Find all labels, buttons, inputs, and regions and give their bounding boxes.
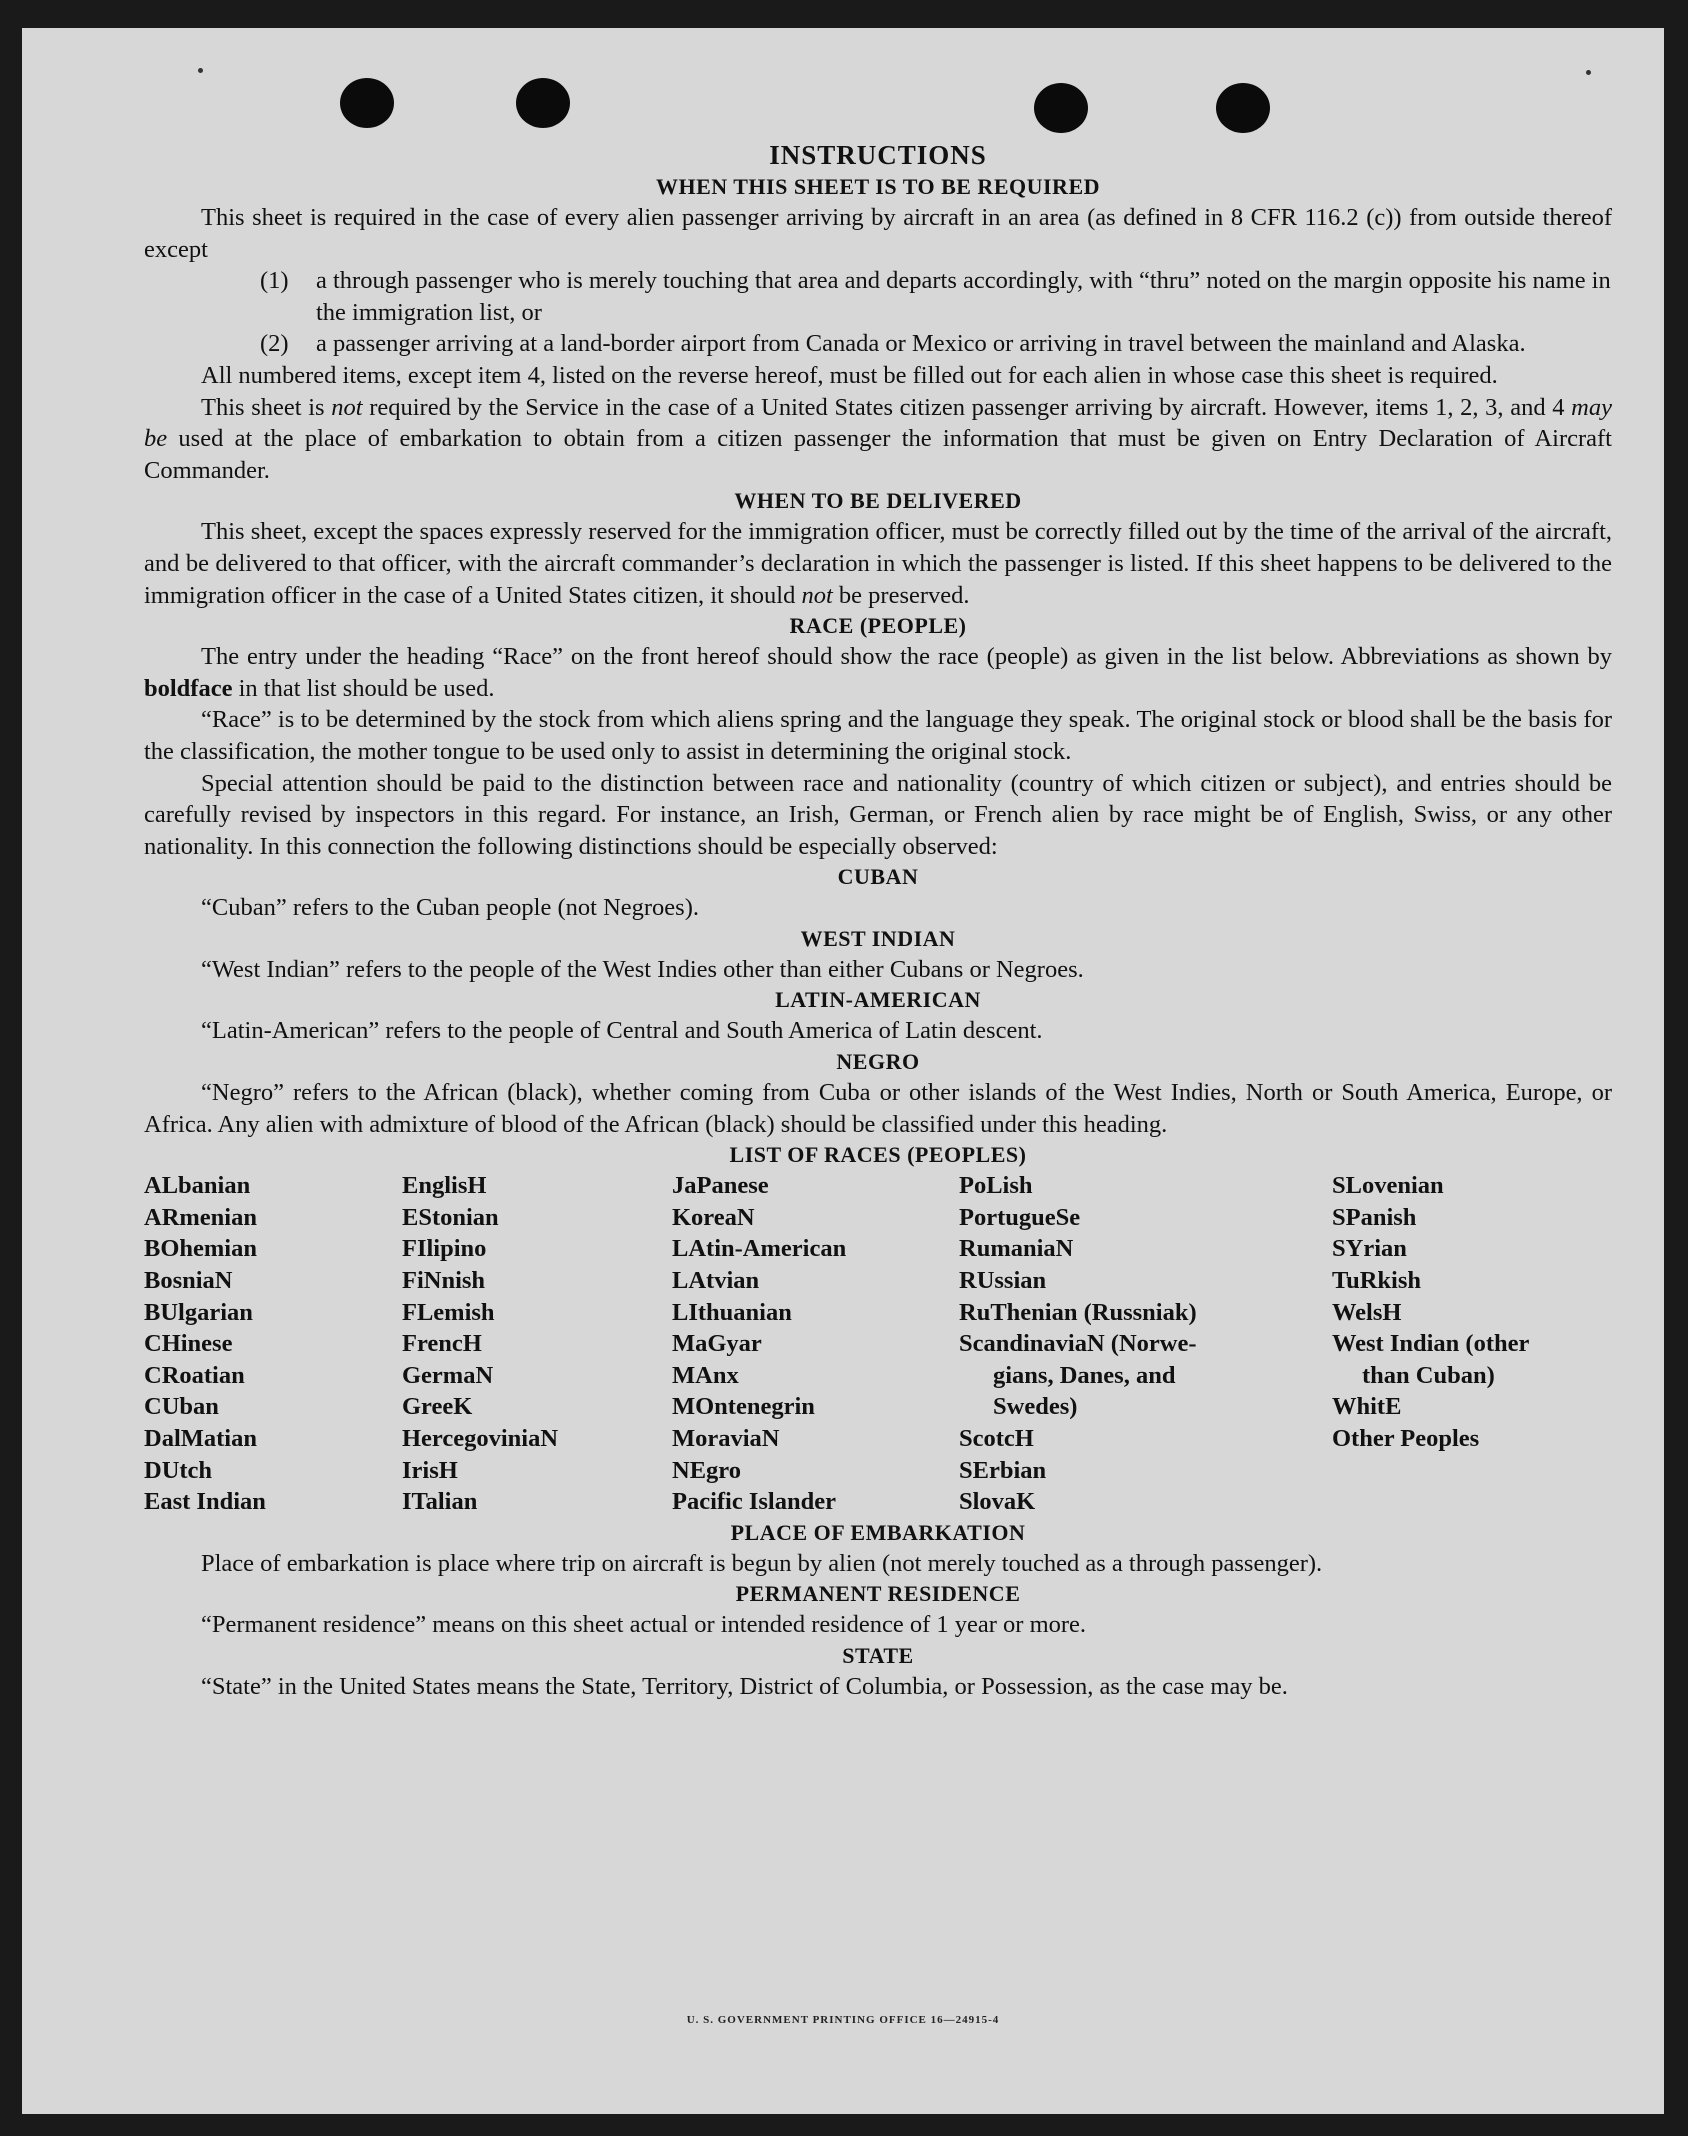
list-item: (2) a passenger arriving at a land-border airport from Canada or Mexico or arriving in travel between the mainland and Alaska. <box>260 330 1526 358</box>
section-heading: WEST INDIAN <box>800 925 956 951</box>
paragraph: This sheet is required in the case of every alien passenger arriving by aircraft in an area (as defined in 8 CFR 116.2 (c)) from outside thereof except <box>144 204 1612 263</box>
race-item: SLovenian <box>1332 1172 1444 1200</box>
race-item: PortugueSe <box>959 1203 1081 1231</box>
race-item: EnglisH <box>402 1172 487 1200</box>
section-heading: PERMANENT RESIDENCE <box>735 1581 1021 1607</box>
paragraph: “West Indian” refers to the people of the West Indies other than either Cubans or Negroes. <box>201 955 1084 983</box>
race-item: DalMatian <box>144 1425 257 1452</box>
race-item: LAtin-American <box>672 1235 847 1263</box>
race-item: BosniaN <box>144 1267 233 1295</box>
race-item: ScandinaviaN (Norwe- <box>959 1330 1197 1358</box>
punch-hole <box>340 78 394 128</box>
race-item: PoLish <box>959 1172 1033 1200</box>
race-item: WelsH <box>1332 1298 1402 1326</box>
list-item: (1) a through passenger who is merely touching that area and departs accordingly, with “thru” noted on the margin opposite his name in the immigration list, or <box>260 267 1611 326</box>
race-item: SlovaK <box>959 1488 1036 1516</box>
paragraph: The entry under the heading “Race” on the front hereof should show the race (people) as given in the list below. Abbreviations as shown by boldface in that list should be used. <box>144 643 1612 702</box>
race-item: RuThenian (Russniak) <box>959 1298 1197 1326</box>
section-heading: PLACE OF EMBARKATION <box>730 1519 1026 1545</box>
race-item: FiNnish <box>402 1267 486 1295</box>
race-item: SYrian <box>1332 1235 1407 1263</box>
race-item: CHinese <box>144 1330 233 1358</box>
punch-hole <box>1216 83 1270 133</box>
section-heading: CUBAN <box>837 864 919 890</box>
race-item: MaGyar <box>672 1330 762 1358</box>
race-item: GreeK <box>402 1393 473 1421</box>
race-item: FLemish <box>402 1298 495 1326</box>
section-heading: LATIN-AMERICAN <box>775 987 981 1013</box>
punch-hole <box>516 78 570 128</box>
race-item: CUban <box>144 1393 219 1421</box>
race-item: HercegoviniaN <box>402 1425 559 1452</box>
paragraph: “Negro” refers to the African (black), whether coming from Cuba or other islands of the West Indies, North or South America, Europe, or Africa. Any alien with admixture of blood of the African (black) should be classified under this heading. <box>144 1079 1612 1138</box>
race-list <box>144 1170 1612 1518</box>
race-column <box>959 1170 1332 1518</box>
race-item: RumaniaN <box>959 1235 1074 1263</box>
race-item: MAnx <box>672 1361 739 1389</box>
race-item: TuRkish <box>1332 1267 1422 1295</box>
race-column <box>1332 1170 1612 1518</box>
race-item: IrisH <box>402 1456 458 1484</box>
section-heading: RACE (PEOPLE) <box>789 613 967 639</box>
speck <box>198 68 203 73</box>
race-item: JaPanese <box>672 1172 769 1200</box>
race-item: Pacific Islander <box>672 1488 836 1516</box>
race-column <box>672 1170 959 1518</box>
race-item: FIlipino <box>402 1235 487 1263</box>
race-item: GermaN <box>402 1361 494 1389</box>
race-item: WhitE <box>1332 1393 1402 1421</box>
race-item: ScotcH <box>959 1425 1034 1452</box>
race-item: DUtch <box>144 1456 213 1484</box>
race-item: East Indian <box>144 1488 266 1516</box>
paragraph: “Race” is to be determined by the stock from which aliens spring and the language they speak. The original stock or blood shall be the basis for the classification, the mother tongue to be used only to assist in determining the original stock. <box>144 706 1612 765</box>
paragraph: Special attention should be paid to the distinction between race and nationality (country of which citizen or subject), and entries should be carefully revised by inspectors in this regard. For instance, an Irish, German, or French alien by race might be of English, Swiss, or any other nationality. In this connection the following distinctions should be especially observed: <box>144 769 1612 860</box>
paragraph: “State” in the United States means the State, Territory, District of Columbia, or Possession, as the case may be. <box>201 1672 1288 1700</box>
section-heading: LIST OF RACES (PEOPLES) <box>729 1142 1027 1168</box>
document-sheet <box>22 28 1664 2114</box>
section-heading: WHEN TO BE DELIVERED <box>734 488 1022 514</box>
race-item: NEgro <box>672 1456 741 1484</box>
printing-office-footer: U. S. GOVERNMENT PRINTING OFFICE 16—24915-4 <box>686 2014 1000 2026</box>
section-heading: STATE <box>842 1642 914 1668</box>
race-item: SErbian <box>959 1456 1047 1484</box>
race-item: West Indian (other <box>1332 1330 1530 1358</box>
paragraph: “Latin-American” refers to the people of Central and South America of Latin descent. <box>201 1017 1043 1045</box>
race-item: LIthuanian <box>672 1298 792 1326</box>
race-column <box>402 1170 672 1518</box>
section-heading: NEGRO <box>836 1049 920 1075</box>
race-item: Other Peoples <box>1332 1425 1480 1452</box>
page-title: INSTRUCTIONS <box>769 140 987 170</box>
race-item: gians, Danes, and <box>993 1361 1176 1389</box>
race-item: MOntenegrin <box>672 1393 815 1421</box>
paragraph: This sheet is not required by the Service in the case of a United States citizen passenger arriving by aircraft. However, items 1, 2, 3, and 4 may be used at the place of embarkation to obtain from a citizen passenger the information that must be given on Entry Declaration of Aircraft Commander. <box>144 393 1612 484</box>
race-item: EStonian <box>402 1203 499 1231</box>
race-item: MoraviaN <box>672 1425 780 1452</box>
race-item: SPanish <box>1332 1203 1417 1231</box>
instructions-content <box>144 138 1612 1703</box>
paragraph: Place of embarkation is place where trip on aircraft is begun by alien (not merely touched as a through passenger). <box>201 1549 1323 1577</box>
race-item: than Cuban) <box>1362 1361 1495 1389</box>
race-item: BOhemian <box>144 1235 257 1263</box>
race-item: Swedes) <box>993 1393 1078 1421</box>
section-heading: WHEN THIS SHEET IS TO BE REQUIRED <box>655 174 1101 199</box>
speck <box>1586 70 1591 75</box>
race-item: ALbanian <box>144 1172 251 1200</box>
race-item: RUssian <box>959 1267 1047 1295</box>
race-item: LAtvian <box>672 1267 760 1295</box>
race-item: FrencH <box>402 1330 482 1358</box>
race-item: ITalian <box>402 1488 478 1516</box>
paragraph: All numbered items, except item 4, listed on the reverse hereof, must be filled out for each alien in whose case this sheet is required. <box>201 361 1498 389</box>
race-item: CRoatian <box>144 1361 245 1389</box>
race-item: KoreaN <box>672 1203 755 1231</box>
race-column <box>144 1170 402 1518</box>
paragraph: This sheet, except the spaces expressly reserved for the immigration officer, must be correctly filled out by the time of the arrival of the aircraft, and be delivered to that officer, with the aircraft commander’s declaration in which the passenger is listed. If this sheet happens to be delivered to the immigration officer in the case of a United States citizen, it should not be preserved. <box>144 518 1612 609</box>
paragraph: “Permanent residence” means on this sheet actual or intended residence of 1 year or more. <box>201 1611 1087 1639</box>
paragraph: “Cuban” refers to the Cuban people (not Negroes). <box>201 894 699 922</box>
punch-hole <box>1034 83 1088 133</box>
race-item: BUlgarian <box>144 1298 253 1326</box>
race-item: ARmenian <box>144 1203 257 1231</box>
